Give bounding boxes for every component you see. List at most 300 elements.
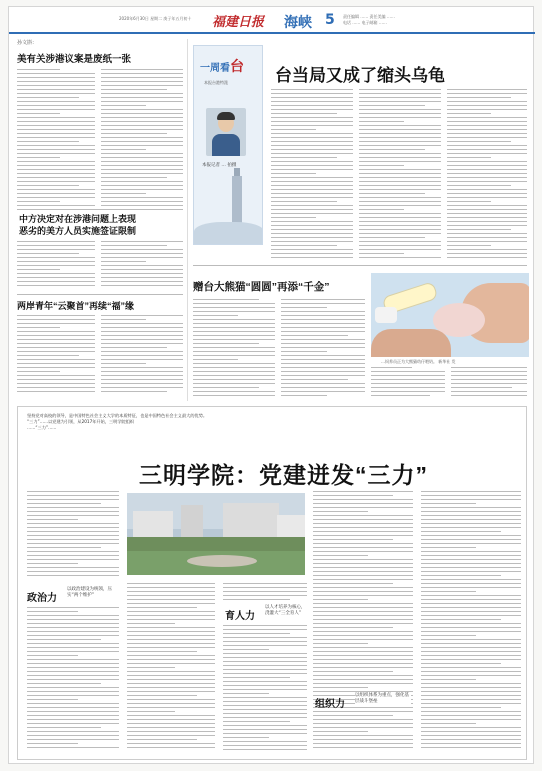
text-line: [447, 113, 491, 114]
text-line: [27, 731, 119, 732]
text-line: [17, 193, 95, 194]
text-line: [27, 659, 119, 660]
text-line: [313, 655, 413, 656]
text-line: [359, 241, 441, 242]
text-line: [193, 327, 275, 328]
text-line: [127, 723, 215, 724]
text-line: [101, 319, 146, 320]
text-line: [127, 731, 215, 732]
text-line: [451, 371, 527, 372]
text-line: [17, 371, 60, 372]
text-line: [359, 177, 441, 178]
text-line: [313, 563, 413, 564]
text-line: [447, 237, 527, 238]
text-line: [421, 655, 521, 656]
text-line: [17, 173, 95, 174]
text-line: [421, 543, 521, 544]
text-line: [101, 359, 183, 360]
text-line: [281, 363, 365, 364]
text-line: [193, 311, 275, 312]
text-line: [447, 161, 527, 162]
text-line: [371, 391, 445, 392]
text-line: [271, 89, 353, 90]
text-line: [17, 157, 60, 158]
text-line: [447, 213, 527, 214]
text-line: [447, 157, 491, 158]
text-line: [193, 319, 275, 320]
text-line: [421, 631, 521, 632]
text-line: [27, 567, 119, 568]
feature-intro-line: “三力”……以党建为引领，从2017年开始，三明学院组织: [27, 419, 135, 424]
text-line: [17, 69, 60, 70]
text-line: [271, 193, 353, 194]
text-line: [447, 97, 511, 98]
text-line: [421, 679, 476, 680]
text-line: [193, 343, 259, 344]
text-line: [421, 519, 521, 520]
text-line: [271, 209, 353, 210]
text-line: [451, 383, 527, 384]
text-line: [271, 233, 353, 234]
text-line: [223, 741, 307, 742]
text-line: [313, 599, 368, 600]
text-line: [359, 161, 441, 162]
text-line: [359, 137, 441, 138]
text-line: [271, 245, 337, 246]
text-line: [127, 719, 215, 720]
text-line: [313, 675, 413, 676]
text-line: [447, 209, 527, 210]
section-kicker-politics: 以政治建设为统领，压实“两个维护”: [67, 587, 112, 598]
text-line: [101, 277, 183, 278]
text-line: [17, 197, 95, 198]
text-line: [17, 363, 95, 364]
text-line: [421, 511, 521, 512]
text-line: [27, 663, 119, 664]
section-title-education: 育人力: [225, 611, 255, 622]
campus-photo: [127, 493, 305, 575]
text-line: [447, 181, 527, 182]
text-line: [313, 647, 413, 648]
text-line: [281, 347, 365, 348]
text-line: [17, 189, 95, 190]
text-line: [127, 603, 215, 604]
text-line: [271, 177, 353, 178]
text-line: [127, 631, 215, 632]
text-line: [313, 611, 413, 612]
text-line: [27, 507, 119, 508]
sanctions-body-col1: [17, 241, 95, 291]
text-line: [127, 667, 175, 668]
text-line: [17, 257, 95, 258]
text-line: [281, 327, 365, 328]
text-line: [127, 695, 197, 696]
text-line: [447, 185, 511, 186]
text-line: [27, 527, 119, 528]
text-line: [127, 687, 215, 688]
text-line: [101, 323, 183, 324]
text-line: [101, 161, 183, 162]
text-line: [27, 543, 119, 544]
text-line: [271, 173, 316, 174]
text-line: [17, 253, 79, 254]
youth-body-col2: [101, 315, 183, 395]
text-line: [447, 189, 527, 190]
text-line: [223, 717, 307, 718]
text-line: [223, 705, 307, 706]
text-line: [101, 205, 183, 206]
text-line: [127, 635, 215, 636]
text-line: [313, 607, 413, 608]
text-line: [313, 679, 413, 680]
text-line: [127, 651, 197, 652]
text-line: [101, 77, 183, 78]
text-line: [421, 627, 521, 628]
text-line: [271, 153, 353, 154]
text-line: [27, 675, 119, 676]
text-line: [101, 105, 146, 106]
text-line: [17, 265, 95, 266]
text-line: [193, 387, 259, 388]
text-line: [271, 117, 353, 118]
text-line: [421, 647, 521, 648]
text-line: [101, 249, 183, 250]
text-line: [421, 619, 501, 620]
text-line: [313, 495, 393, 496]
text-line: [17, 339, 95, 340]
text-line: [101, 157, 183, 158]
text-line: [313, 671, 393, 672]
text-line: [27, 695, 119, 696]
column-body-col2: [359, 89, 441, 263]
text-line: [313, 723, 413, 724]
text-line: [447, 133, 527, 134]
text-line: [371, 387, 445, 388]
text-line: [223, 645, 307, 646]
text-line: [17, 141, 79, 142]
text-line: [101, 197, 183, 198]
text-line: [223, 653, 307, 654]
text-line: [447, 177, 527, 178]
text-line: [27, 559, 119, 560]
text-line: [421, 635, 476, 636]
text-line: [17, 241, 95, 242]
text-line: [281, 315, 365, 316]
column-subtitle: 本报台港特派: [204, 80, 228, 85]
text-line: [27, 555, 119, 556]
text-line: [371, 395, 430, 396]
text-line: [313, 511, 368, 512]
text-line: [359, 133, 441, 134]
text-line: [271, 169, 353, 170]
text-line: [359, 125, 441, 126]
text-line: [223, 583, 307, 584]
text-line: [127, 615, 215, 616]
text-line: [127, 643, 215, 644]
text-line: [271, 237, 353, 238]
youth-headline: 两岸青年“云聚首”再续“福”缘: [17, 301, 135, 311]
text-line: [27, 571, 119, 572]
text-line: [27, 563, 78, 564]
text-line: [223, 693, 269, 694]
text-line: [313, 515, 413, 516]
text-line: [27, 711, 119, 712]
text-line: [127, 647, 215, 648]
text-line: [421, 615, 521, 616]
text-line: [281, 303, 365, 304]
text-line: [421, 551, 521, 552]
text-line: [421, 599, 521, 600]
text-line: [421, 579, 521, 580]
text-line: [421, 715, 521, 716]
text-line: [17, 77, 95, 78]
text-line: [101, 133, 167, 134]
text-line: [359, 165, 404, 166]
text-line: [313, 603, 413, 604]
editorial-body-col2: [101, 69, 183, 209]
text-line: [447, 221, 527, 222]
text-line: [127, 639, 215, 640]
text-line: [421, 507, 521, 508]
text-line: [421, 639, 521, 640]
text-line: [421, 531, 501, 532]
text-line: [313, 587, 413, 588]
text-line: [281, 355, 365, 356]
text-line: [281, 339, 365, 340]
text-line: [223, 725, 307, 726]
text-line: [223, 673, 307, 674]
author-photo: [206, 108, 246, 156]
text-line: [447, 165, 527, 166]
text-line: [313, 583, 393, 584]
text-line: [313, 619, 413, 620]
text-line: [271, 93, 353, 94]
panda-headline: 赠台大熊猫“圆圆”再添“千金”: [193, 281, 330, 293]
text-line: [359, 105, 425, 106]
text-line: [313, 591, 413, 592]
text-line: [447, 241, 527, 242]
text-line: [17, 121, 95, 122]
text-line: [271, 133, 353, 134]
text-line: [27, 651, 119, 652]
text-line: [313, 731, 368, 732]
text-line: [101, 245, 167, 246]
text-line: [359, 181, 441, 182]
column-title: [200, 56, 244, 76]
text-line: [421, 559, 521, 560]
text-line: [421, 711, 521, 712]
section-kicker-education: 以人才培养为核心，浇灌大“三全育人”: [265, 605, 306, 616]
text-line: [271, 165, 353, 166]
feature-body-col2: [127, 583, 215, 753]
text-line: [447, 249, 527, 250]
text-line: [17, 133, 95, 134]
text-line: [313, 595, 413, 596]
text-line: [101, 189, 183, 190]
text-line: [313, 547, 413, 548]
text-line: [271, 181, 353, 182]
text-line: [421, 563, 521, 564]
text-line: [27, 515, 119, 516]
text-line: [27, 683, 101, 684]
text-line: [359, 253, 404, 254]
text-line: [127, 583, 215, 584]
text-line: [101, 129, 183, 130]
text-line: [17, 359, 95, 360]
text-line: [359, 157, 441, 158]
text-line: [127, 727, 215, 728]
text-line: [101, 335, 183, 336]
text-line: [27, 639, 101, 640]
text-line: [193, 339, 275, 340]
text-line: [127, 619, 215, 620]
text-line: [313, 711, 413, 712]
text-line: [27, 611, 78, 612]
text-line: [447, 233, 527, 234]
text-line: [359, 205, 441, 206]
column-rule: [187, 39, 188, 401]
text-line: [101, 113, 183, 114]
feature-body-col3b: [223, 625, 307, 753]
text-line: [193, 395, 275, 396]
text-line: [271, 105, 353, 106]
text-line: [17, 379, 95, 380]
text-line: [27, 623, 119, 624]
text-line: [447, 225, 527, 226]
text-line: [127, 747, 215, 748]
text-line: [359, 153, 441, 154]
text-line: [223, 665, 307, 666]
text-line: [101, 281, 183, 282]
text-line: [359, 117, 441, 118]
text-line: [281, 371, 365, 372]
text-line: [359, 217, 441, 218]
text-line: [17, 269, 60, 270]
text-line: [101, 241, 183, 242]
text-line: [223, 685, 307, 686]
text-line: [17, 249, 95, 250]
text-line: [223, 637, 307, 638]
text-line: [371, 367, 412, 368]
text-line: [17, 327, 60, 328]
text-line: [27, 535, 119, 536]
text-line: [101, 169, 183, 170]
text-line: [271, 97, 353, 98]
text-line: [447, 93, 527, 94]
text-line: [27, 691, 119, 692]
text-line: [313, 519, 413, 520]
text-line: [271, 129, 316, 130]
text-line: [359, 225, 441, 226]
text-line: [223, 657, 307, 658]
text-line: [27, 495, 119, 496]
text-line: [359, 93, 441, 94]
text-line: [17, 137, 95, 138]
text-line: [313, 623, 413, 624]
text-line: [223, 689, 307, 690]
text-line: [447, 149, 527, 150]
text-line: [223, 737, 269, 738]
text-line: [313, 579, 413, 580]
text-line: [421, 727, 521, 728]
text-line: [101, 387, 183, 388]
text-line: [271, 137, 353, 138]
hill-illustration: [194, 222, 263, 245]
text-line: [359, 257, 441, 258]
text-line: [17, 273, 95, 274]
text-line: [359, 113, 441, 114]
text-line: [223, 713, 307, 714]
text-line: [101, 181, 183, 182]
sanctions-headline: [19, 213, 136, 237]
text-line: [223, 599, 290, 600]
text-line: [313, 499, 413, 500]
text-line: [359, 221, 441, 222]
text-line: [451, 367, 527, 368]
text-line: [17, 205, 95, 206]
text-line: [359, 129, 441, 130]
text-line: [101, 97, 183, 98]
text-line: [17, 391, 95, 392]
text-line: [313, 715, 393, 716]
section-name: 海峡: [284, 15, 312, 31]
text-line: [447, 229, 511, 230]
feature-intro-line: 坚持党对高校的领导，是中国特色社会主义大学的本质特征，也是中国特色社会主义最大的优势。: [27, 413, 208, 418]
feature-intro-line: ……“三力”……: [27, 425, 57, 430]
text-line: [271, 249, 353, 250]
text-line: [101, 327, 183, 328]
text-line: [223, 733, 307, 734]
text-line: [313, 555, 368, 556]
text-line: [447, 125, 527, 126]
text-line: [101, 193, 146, 194]
text-line: [313, 727, 413, 728]
text-line: [101, 285, 183, 286]
text-line: [281, 307, 327, 308]
text-line: [193, 307, 275, 308]
text-line: [447, 205, 527, 206]
text-line: [27, 499, 119, 500]
text-line: [17, 245, 95, 246]
text-line: [101, 339, 183, 340]
text-line: [271, 121, 353, 122]
text-line: [193, 347, 275, 348]
text-line: [313, 543, 413, 544]
text-line: [193, 335, 275, 336]
text-line: [17, 109, 95, 110]
text-line: [101, 89, 167, 90]
text-line: [421, 651, 521, 652]
text-line: [101, 253, 183, 254]
text-line: [313, 743, 413, 744]
masthead: [9, 7, 535, 34]
text-line: [17, 177, 95, 178]
text-line: [447, 89, 527, 90]
text-line: [27, 547, 101, 548]
text-line: [313, 575, 413, 576]
text-line: [313, 735, 413, 736]
column-headline: 台当局又成了缩头乌龟: [275, 66, 445, 85]
text-line: [17, 169, 95, 170]
text-line: [127, 715, 215, 716]
text-line: [17, 281, 95, 282]
divider: [17, 294, 183, 295]
text-line: [101, 347, 167, 348]
text-line: [313, 739, 413, 740]
panda-body-col1: [193, 299, 275, 399]
text-line: [27, 703, 119, 704]
text-line: [359, 185, 441, 186]
